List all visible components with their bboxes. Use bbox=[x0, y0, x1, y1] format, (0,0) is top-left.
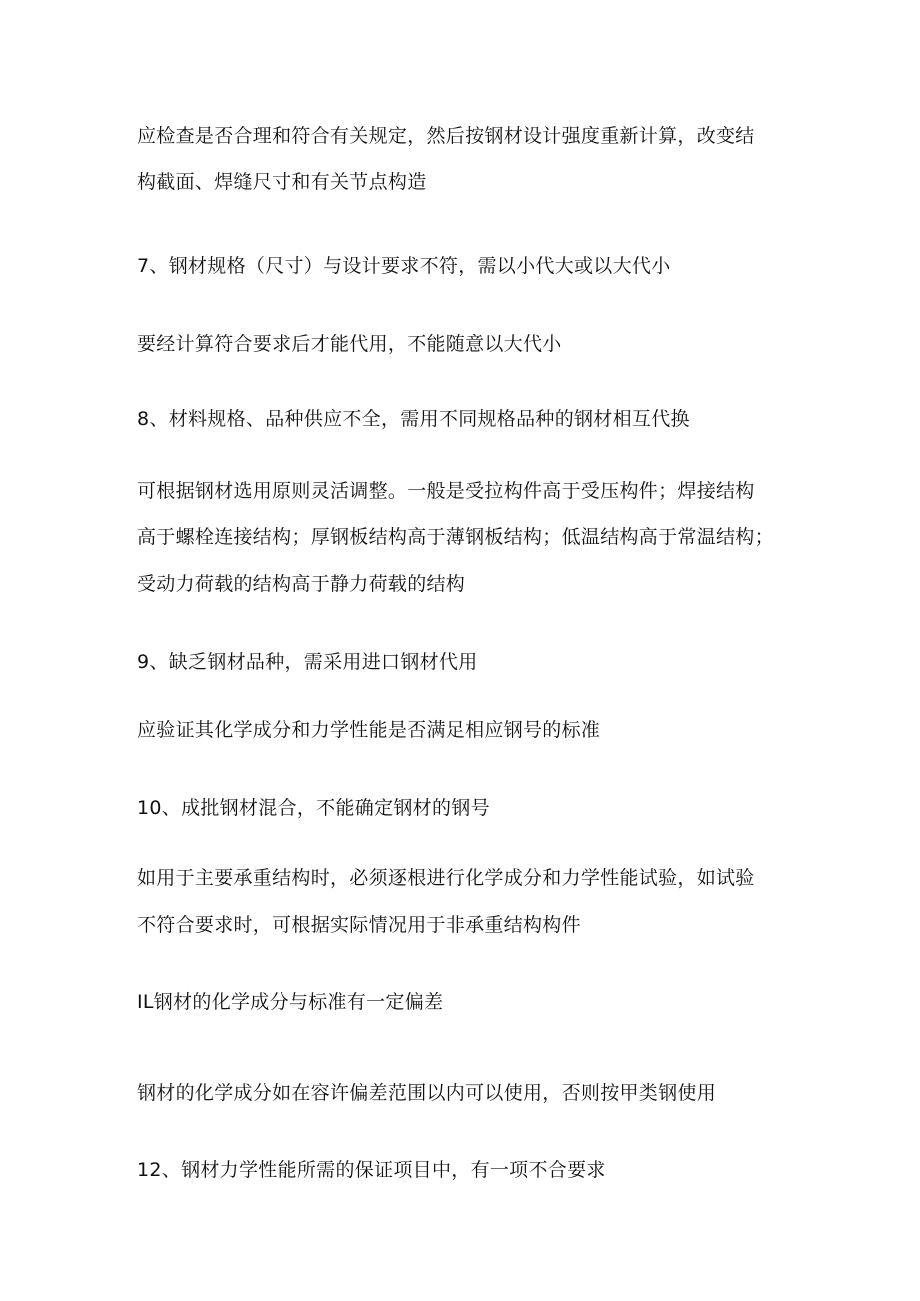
paragraph-line: 不符合要求时，可根据实际情况用于非承重结构构件 bbox=[137, 914, 581, 936]
section-heading-8: 8、材料规格、品种供应不全，需用不同规格品种的钢材相互代换 bbox=[137, 408, 690, 430]
paragraph-line: 钢材的化学成分如在容许偏差范围以内可以使用，否则按甲类钢使用 bbox=[137, 1082, 717, 1104]
paragraph-line: 受动力荷载的结构高于静力荷载的结构 bbox=[137, 573, 466, 595]
paragraph-line: 应检查是否合理和符合有关规定，然后按钢材设计强度重新计算，改变结 bbox=[137, 125, 755, 147]
paragraph-line: 可根据钢材选用原则灵活调整。一般是受拉构件高于受压构件；焊接结构 bbox=[137, 480, 755, 502]
paragraph-line: 要经计算符合要求后才能代用，不能随意以大代小 bbox=[137, 333, 562, 355]
paragraph-line: 构截面、焊缝尺寸和有关节点构造 bbox=[137, 171, 427, 193]
paragraph-line: 应验证其化学成分和力学性能是否满足相应钢号的标准 bbox=[137, 719, 601, 741]
section-heading-11: IL钢材的化学成分与标准有一定偏差 bbox=[137, 991, 444, 1013]
section-heading-9: 9、缺乏钢材品种，需采用进口钢材代用 bbox=[137, 651, 478, 673]
section-heading-10: 10、成批钢材混合，不能确定钢材的钢号 bbox=[137, 797, 490, 819]
section-heading-7: 7、钢材规格（尺寸）与设计要求不符，需以小代大或以大代小 bbox=[137, 255, 671, 277]
paragraph-line: 如用于主要承重结构时，必须逐根进行化学成分和力学性能试验，如试验 bbox=[137, 867, 755, 889]
section-heading-12: 12、钢材力学性能所需的保证项目中，有一项不合要求 bbox=[137, 1159, 606, 1181]
paragraph-line: 高于螺栓连接结构；厚钢板结构高于薄钢板结构；低温结构高于常温结构； bbox=[137, 526, 774, 548]
